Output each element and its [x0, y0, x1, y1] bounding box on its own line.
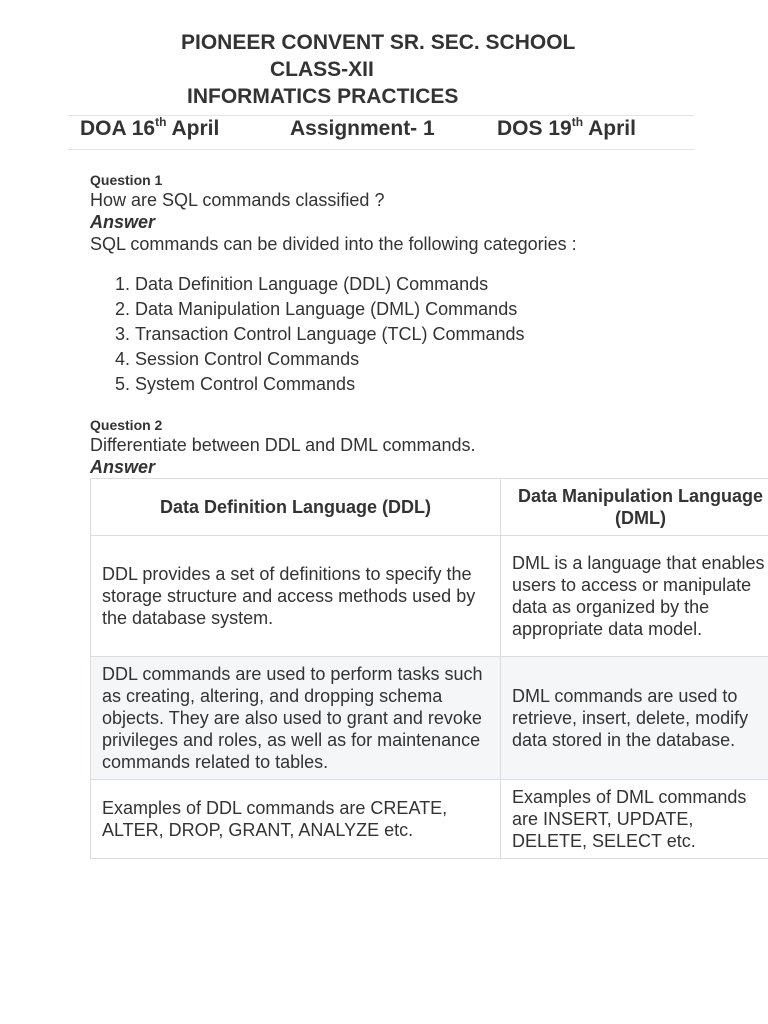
table-cell-dml: Examples of DML commands are INSERT, UPDATE, DELETE, SELECT etc. [501, 780, 768, 859]
question-1-intro: SQL commands can be divided into the following categories : [90, 234, 577, 254]
table-cell-ddl: Examples of DDL commands are CREATE, ALTER, DROP, GRANT, ANALYZE etc. [91, 780, 501, 859]
question-1-text: How are SQL commands classified ? [90, 190, 385, 210]
date-of-submission [497, 117, 636, 141]
table-row [91, 536, 768, 657]
table-cell-dml: DML is a language that enables users to access or manipulate data as organized by the appropriate data model. [501, 536, 768, 657]
ddl-dml-comparison-table [90, 478, 768, 859]
assignment-content [90, 171, 768, 859]
class-title: CLASS-XII [270, 58, 374, 81]
table-cell-ddl: DDL provides a set of definitions to specify the storage structure and access methods used by the database system. [91, 536, 501, 657]
list-item: 1. Data Definition Language (DDL) Commands [135, 273, 768, 295]
table-row [91, 780, 768, 859]
list-item: 5. System Control Commands [135, 373, 768, 395]
question-2-text: Differentiate between DDL and DML commands. [90, 435, 476, 455]
doa-prefix: DOA 16 [80, 117, 156, 140]
school-name: PIONEER CONVENT SR. SEC. SCHOOL [181, 31, 576, 54]
doa-suffix: April [166, 117, 220, 140]
list-item: 4. Session Control Commands [135, 348, 768, 370]
question-1-answer-label: Answer [90, 212, 156, 232]
dos-prefix: DOS 19 [497, 117, 572, 140]
question-2 [90, 416, 768, 859]
table-header-dml: Data Manipulation Language (DML) [501, 479, 768, 536]
question-2-label: Question 2 [90, 417, 163, 433]
doa-superscript: th [155, 115, 167, 129]
assignment-meta-row [68, 115, 694, 150]
table-header-row [91, 479, 768, 536]
dos-suffix: April [583, 117, 636, 140]
question-2-answer-label: Answer [90, 457, 156, 477]
table-row [91, 657, 768, 780]
question-1-label: Question 1 [90, 172, 163, 188]
assignment-number: Assignment- 1 [290, 117, 435, 140]
table-header-ddl: Data Definition Language (DDL) [91, 479, 501, 536]
table-cell-ddl: DDL commands are used to perform tasks such as creating, altering, and dropping schema objects. They are also used to grant and revoke privileges and roles, as well as for maintenance commands related to tables. [91, 657, 501, 780]
table-cell-dml: DML commands are used to retrieve, insert, delete, modify data stored in the database. [501, 657, 768, 780]
list-item: 3. Transaction Control Language (TCL) Commands [135, 323, 768, 345]
subject-title: INFORMATICS PRACTICES [187, 85, 459, 108]
dos-superscript: th [571, 115, 584, 129]
list-item: 2. Data Manipulation Language (DML) Commands [135, 298, 768, 320]
question-1 [90, 171, 768, 395]
date-of-assignment [80, 117, 219, 141]
sql-command-categories [90, 273, 768, 395]
